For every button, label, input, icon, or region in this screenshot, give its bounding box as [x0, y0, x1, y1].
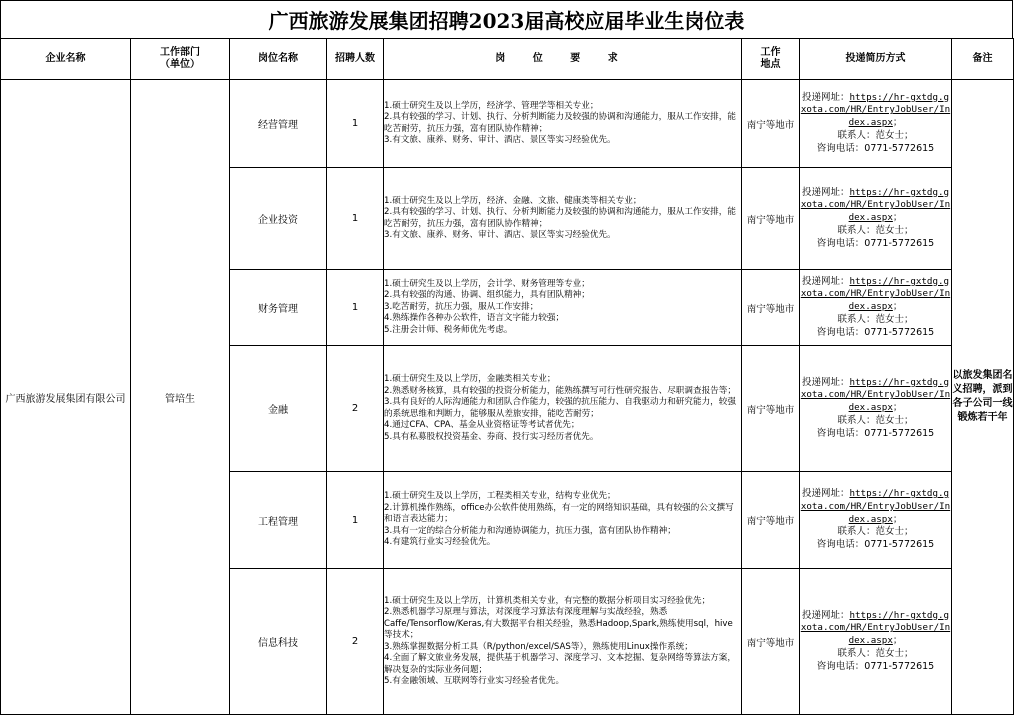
hiring-count: 1: [327, 472, 384, 569]
department-cell: [131, 80, 230, 715]
header-contact: 投递简历方式: [800, 39, 952, 80]
contact-person: 联系人：范女士；: [837, 526, 914, 538]
table-header-row: [1, 39, 1014, 80]
table-row: [1, 80, 1014, 168]
department-name: 管培生: [165, 393, 195, 405]
contact-url-label: 投递网址：: [801, 275, 850, 287]
contact-url-tail: ；: [892, 212, 903, 224]
requirement-line: 2.计算机操作熟练，office办公软件使用熟练，有一定的网络知识基础，具有较强的公文撰写和语言表达能力；: [384, 502, 734, 525]
requirement-line: 5.注册会计师、税务师优先考虑。: [384, 324, 513, 335]
contact-url-label: 投递网址：: [801, 186, 850, 198]
position-name: 企业投资: [230, 168, 327, 270]
contact-cell: [800, 472, 952, 569]
requirements-cell: [384, 569, 742, 715]
requirement-line: 4.通过CFA、CPA、基金从业资格证等考试者优先；: [384, 420, 580, 430]
contact-url-label: 投递网址：: [801, 609, 850, 621]
work-location: 南宁等地市: [742, 569, 800, 715]
contact-person: 联系人：范女士；: [837, 647, 914, 659]
contact-cell: [800, 168, 952, 270]
positions-table: [0, 38, 1014, 715]
contact-url-label: 投递网址：: [801, 91, 850, 103]
contact-url-tail: ；: [892, 117, 903, 129]
requirement-line: 2.熟悉财务核算，具有较强的投资分析能力，能熟练撰写可行性研究报告、尽职调查报告等；: [384, 385, 736, 396]
document-title: 广西旅游发展集团招聘2023届高校应届毕业生岗位表: [0, 0, 1013, 38]
contact-phone: 咨询电话：0771-5772615: [816, 427, 935, 439]
contact-cell: [800, 346, 952, 472]
requirement-line: 2.具有较强的学习、计划、执行、分析判断能力及较强的协调和沟通能力，服从工作安排，能吃苦耐劳，抗压力强，富有团队协作精神；: [384, 112, 736, 134]
header-company: 企业名称: [1, 39, 131, 80]
requirement-line: 3.具有良好的人际沟通能力和团队合作能力，较强的抗压能力、自我驱动力和研究能力，较强的系统思维和判断力，能够服从差旅安排，能吃苦耐劳；: [384, 397, 736, 419]
header-position: 岗位名称: [230, 39, 327, 80]
work-location: 南宁等地市: [742, 472, 800, 569]
contact-person: 联系人：范女士；: [837, 129, 914, 141]
requirement-line: 1.硕士研究生及以上学历，会计学、财务管理等专业；: [384, 278, 590, 289]
contact-phone: 咨询电话：0771-5772615: [816, 326, 935, 338]
contact-url-tail: ；: [892, 301, 903, 313]
requirement-line: 1.硕士研究生及以上学历，工程类相关专业，结构专业优先；: [384, 491, 616, 502]
requirement-line: 4.熟练操作各种办公软件，语言文字能力较强；: [384, 313, 565, 324]
requirement-line: 1.硕士研究生及以上学历，经济学、管理学等相关专业；: [384, 100, 599, 111]
requirement-line: 3.具有一定的综合分析能力和沟通协调能力，抗压力强，富有团队协作精神；: [384, 525, 676, 536]
header-location: 工作 地点: [742, 39, 800, 80]
hiring-count: 1: [327, 270, 384, 346]
requirement-line: 5.具有私募股权投资基金、券商、投行实习经历者优先。: [384, 431, 599, 442]
company-cell: [1, 80, 131, 715]
contact-phone: 咨询电话：0771-5772615: [816, 660, 935, 672]
application-link[interactable]: https://hr-gxtdg.gxota.com/HR/EntryJobUser/Index.aspx: [800, 91, 951, 129]
contact-url-tail: ；: [892, 402, 903, 414]
requirement-line: 2.熟悉机器学习原理与算法，对深度学习算法有深度理解与实战经验，熟悉Caffe/Tensorflow/Keras,有大数据平台相关经验，熟悉Hadoop,Spark,熟练使用sql，hive等技术；: [384, 607, 733, 640]
requirement-line: 3.有文旅、康养、财务、审计、酒店、景区等实习经验优先。: [384, 230, 616, 240]
requirement-line: 4.有建筑行业实习经验优先。: [384, 537, 496, 548]
contact-phone: 咨询电话：0771-5772615: [816, 237, 935, 249]
requirements-cell: [384, 472, 742, 569]
contact-url-label: 投递网址：: [801, 488, 850, 499]
application-link[interactable]: https://hr-gxtdg.gxota.com/HR/EntryJobUser/Index.aspx: [800, 488, 951, 525]
contact-cell: [800, 270, 952, 346]
contact-cell: [800, 80, 952, 168]
position-name: 经营管理: [230, 80, 327, 168]
work-location: 南宁等地市: [742, 80, 800, 168]
contact-phone: 咨询电话：0771-5772615: [816, 142, 935, 154]
work-location: 南宁等地市: [742, 346, 800, 472]
position-name: 财务管理: [230, 270, 327, 346]
position-name: 信息科技: [230, 569, 327, 715]
requirement-line: 3.吃苦耐劳，抗压力强，服从工作安排；: [384, 301, 539, 312]
contact-cell: [800, 569, 952, 715]
contact-url-tail: ；: [892, 635, 903, 647]
contact-person: 联系人：范女士；: [837, 414, 914, 426]
requirements-cell: [384, 168, 742, 270]
contact-phone: 咨询电话：0771-5772615: [816, 539, 935, 551]
hiring-count: 1: [327, 80, 384, 168]
requirement-line: 3.有文旅、康养、财务、审计、酒店、景区等实习经验优先。: [384, 135, 616, 145]
header-requirements: 岗 位 要 求: [384, 39, 742, 80]
contact-url-label: 投递网址：: [801, 376, 850, 388]
hiring-count: 2: [327, 346, 384, 472]
application-link[interactable]: https://hr-gxtdg.gxota.com/HR/EntryJobUser/Index.aspx: [800, 376, 951, 414]
remark-cell: [952, 80, 1014, 715]
application-link[interactable]: https://hr-gxtdg.gxota.com/HR/EntryJobUser/Index.aspx: [800, 186, 951, 224]
position-name: 工程管理: [230, 472, 327, 569]
requirements-cell: [384, 270, 742, 346]
requirement-line: 1.硕士研究生及以上学历，计算机类相关专业，有完整的数据分析项目实习经验优先；: [384, 595, 711, 606]
company-name: 广西旅游发展集团有限公司: [5, 393, 126, 405]
header-remark: 备注: [952, 39, 1014, 80]
requirement-line: 4.全面了解文旅业务发展，提供基于机器学习、深度学习、文本挖掘、复杂网络等算法方案，解决复杂的实际业务问题；: [384, 653, 736, 675]
requirement-line: 3.熟练掌握数据分析工具（R/python/excel/SAS等），熟练使用Linux操作系统；: [384, 641, 693, 652]
hiring-count: 1: [327, 168, 384, 270]
work-location: 南宁等地市: [742, 270, 800, 346]
hiring-count: 2: [327, 569, 384, 715]
header-count: 招聘人数: [327, 39, 384, 80]
work-location: 南宁等地市: [742, 168, 800, 270]
position-name: 金融: [230, 346, 327, 472]
requirement-line: 1.硕士研究生及以上学历，经济、金融、文旅、健康类等相关专业；: [384, 195, 642, 206]
remark-text: 以旅发集团名义招聘，派到各子公司一线锻炼若干年: [952, 370, 1013, 423]
requirement-line: 1.硕士研究生及以上学历，金融类相关专业；: [384, 374, 556, 384]
contact-person: 联系人：范女士；: [837, 224, 914, 236]
requirement-line: 2.具有较强的学习、计划、执行、分析判断能力及较强的协调和沟通能力，服从工作安排，能吃苦耐劳，抗压力强，富有团队协作精神；: [384, 207, 736, 229]
header-department: 工作部门 （单位）: [131, 39, 230, 80]
application-link[interactable]: https://hr-gxtdg.gxota.com/HR/EntryJobUser/Index.aspx: [800, 275, 951, 313]
requirements-cell: [384, 346, 742, 472]
requirements-cell: [384, 80, 742, 168]
requirement-line: 2.具有较强的沟通、协调、组织能力，具有团队精神；: [384, 290, 590, 301]
application-link[interactable]: https://hr-gxtdg.gxota.com/HR/EntryJobUser/Index.aspx: [800, 609, 951, 647]
contact-person: 联系人：范女士；: [837, 313, 914, 325]
requirement-line: 5.有金融领域、互联网等行业实习经验者优先。: [384, 676, 565, 686]
contact-url-tail: ；: [892, 513, 903, 525]
